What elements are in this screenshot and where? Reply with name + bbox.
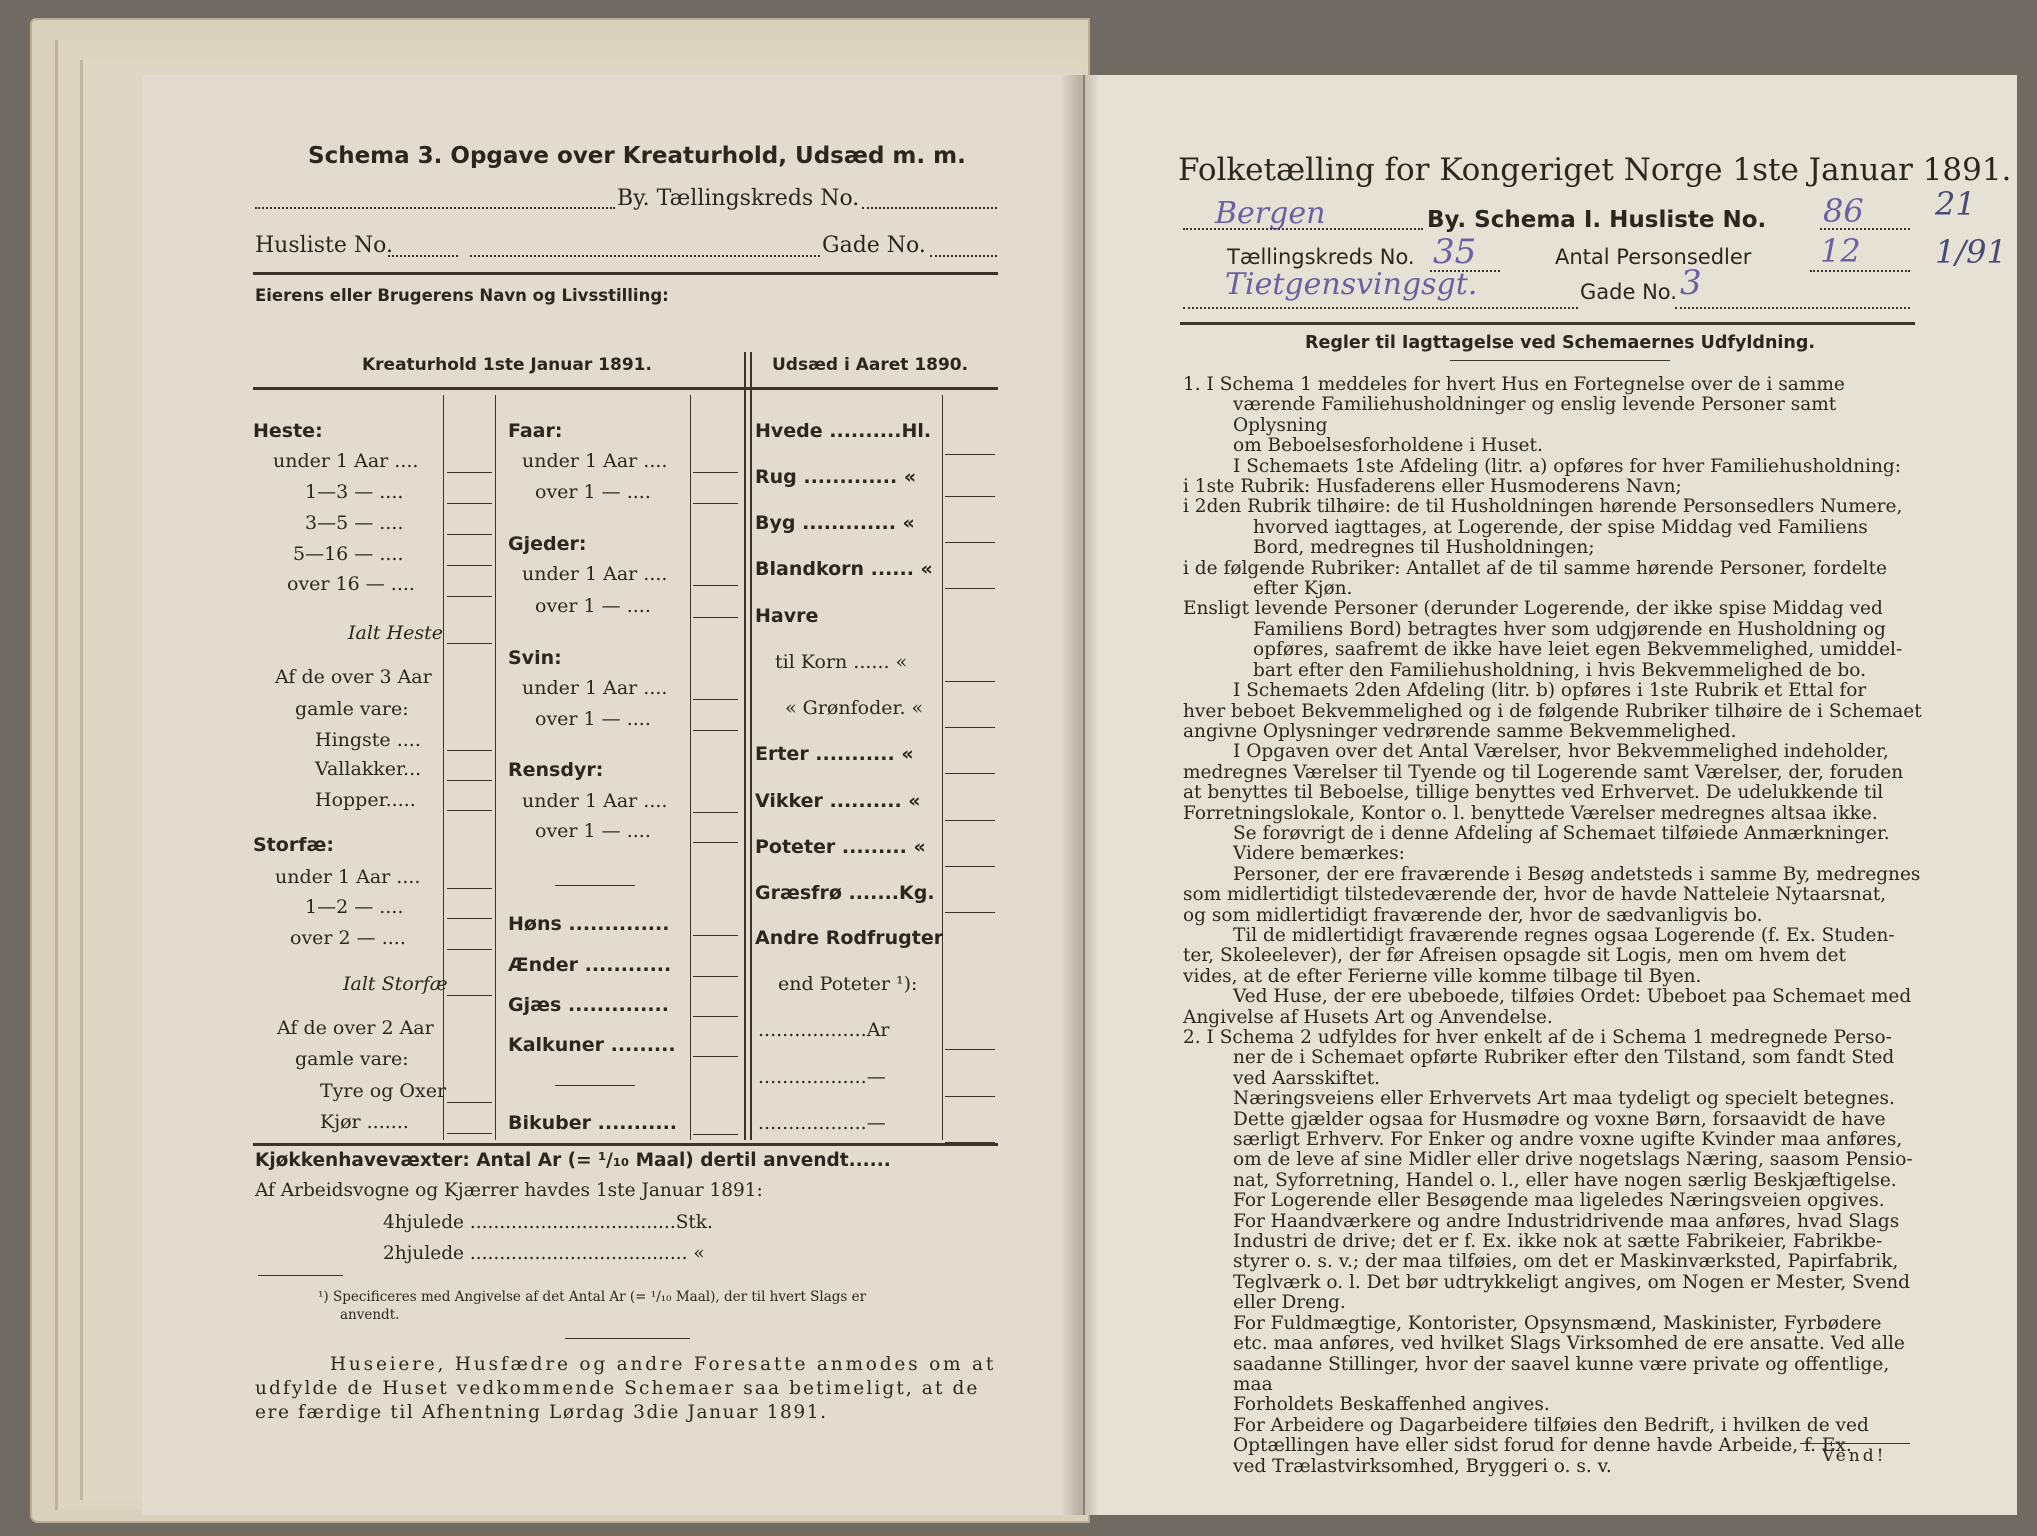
- entry-cell: [447, 780, 492, 781]
- entry-cell: [693, 1016, 738, 1017]
- regler-heading: Regler til Iagttagelse ved Schemaernes Udfyldning.: [1305, 333, 1816, 353]
- short-rule: [258, 1275, 343, 1276]
- entry-cell: [945, 866, 995, 867]
- udsaed-row: Vikker .......... «: [755, 790, 921, 812]
- udsaed-row: til Korn ...... «: [775, 651, 908, 673]
- rule-line: Dette gjælder ogsaa for Husmødre og voxne Børn, forsaavidt de have: [1233, 1108, 1886, 1130]
- schema1-line: By. Schema I. Husliste No.: [1427, 207, 1767, 233]
- vend-label: Vend!: [1822, 1446, 1887, 1466]
- rule-line: at benyttes til Beboelse, tillige benyttes ved Erhvervet. De udelukkende til: [1183, 782, 1884, 804]
- entry-cell: [945, 454, 995, 455]
- rule-line: som midlertidigt tilstedeværende der, hvor de havde Natteleie Nytaarsnat,: [1183, 884, 1887, 906]
- entry-cell: [945, 773, 995, 774]
- handwritten-margin: 1/91: [1935, 233, 2007, 271]
- rule-line: og som midlertidigt fraværende der, hvor de sædvanligvis bo.: [1183, 904, 1763, 926]
- rule-line: For Fuldmægtige, Kontorister, Opsynsmænd, Maskinister, Fyrbødere: [1233, 1312, 1882, 1334]
- row-label: over 1 — ....: [535, 820, 651, 842]
- rule-line: om de leve af sine Midler eller drive nogetslags Næring, saasom Pensio-: [1233, 1149, 1913, 1171]
- row-label: over 1 — ....: [535, 595, 651, 617]
- entry-cell: [447, 810, 492, 811]
- dotted-line: [1183, 307, 1578, 309]
- rule-line: Videre bemærkes:: [1233, 843, 1405, 865]
- row-label: 3—5 — ....: [305, 512, 404, 534]
- table-top-rule: [253, 387, 998, 390]
- row-label: over 1 — ....: [535, 708, 651, 730]
- row-label: Kjør .......: [320, 1111, 409, 1133]
- dotted-line: [388, 255, 458, 257]
- entry-cell: [693, 842, 738, 843]
- row-label: over 16 — ....: [287, 573, 415, 595]
- udsaed-row: Rug ............. «: [755, 466, 917, 488]
- rule-line: hver beboet Bekvemmelighed og i de følgende Rubriker tilhøire de i Schemaet: [1183, 700, 1922, 722]
- gade-label: Gade No.: [822, 233, 926, 258]
- heste-label: Heste:: [253, 420, 323, 442]
- row-label: gamle vare:: [295, 698, 409, 720]
- udsaed-row: « Grønfoder. «: [785, 697, 924, 719]
- rule-line: I Opgaven over det Antal Værelser, hvor Bekvemmelighed indeholder,: [1233, 741, 1889, 763]
- udsaed-row: Blandkorn ...... «: [755, 558, 933, 580]
- row-label: under 1 Aar ....: [273, 450, 419, 472]
- kjokken-text: Kjøkkenhavevæxter: Antal Ar (= ¹/₁₀ Maal) dertil anvendt......: [255, 1150, 891, 1171]
- row-label: under 1 Aar ....: [275, 866, 421, 888]
- entry-cell: [693, 472, 738, 473]
- rule-line: I Schemaets 1ste Afdeling (litr. a) opføres for hver Familiehusholdning:: [1233, 455, 1901, 477]
- column-divider: [750, 352, 752, 1140]
- husliste-label: Husliste No.: [255, 233, 393, 258]
- separator: [1180, 322, 1915, 325]
- row-label: Hopper.....: [315, 789, 416, 811]
- udsaed-heading: Udsæd i Aaret 1890.: [772, 355, 969, 375]
- short-rule: [1800, 1443, 1910, 1444]
- row-label: Ialt Storfæ: [343, 973, 448, 995]
- entry-cell: [693, 1134, 738, 1135]
- entry-cell: [447, 888, 492, 889]
- udsaed-row: Græsfrø .......Kg.: [755, 882, 935, 904]
- rule-line: eller Dreng.: [1233, 1292, 1346, 1314]
- row-label: Tyre og Oxer: [320, 1080, 447, 1102]
- aender-label: Ænder ............: [508, 954, 672, 976]
- column-divider: [744, 352, 746, 1140]
- rule-line: ved Aarsskiftet.: [1233, 1067, 1381, 1089]
- udsaed-row: Havre: [755, 605, 819, 627]
- entry-cell: [945, 496, 995, 497]
- row-label: Vallakker...: [315, 758, 422, 780]
- rule-line: medregnes Værelser til Tyende og til Logerende samt Værelser, der, foruden: [1183, 761, 1904, 783]
- rule-line: For Logerende eller Besøgende maa ligeledes Næringsveien opgives.: [1233, 1190, 1885, 1212]
- rule-line: opføres, saafremt de ikke have leiet egen Bekvemmelighed, umiddel-: [1253, 639, 1903, 661]
- bottom-note: ere færdige til Afhentning Lørdag 3die Januar 1891.: [255, 1402, 828, 1423]
- bikuber-label: Bikuber ...........: [508, 1112, 678, 1134]
- gjaes-label: Gjæs ..............: [508, 994, 669, 1016]
- entry-cell: [447, 918, 492, 919]
- rule-line: 2. I Schema 2 udfyldes for hver enkelt af de i Schema 1 medregnede Perso-: [1183, 1027, 1892, 1048]
- census-title: Folketælling for Kongeriget Norge 1ste Januar 1891.: [1178, 152, 2012, 188]
- entry-cell: [693, 585, 738, 586]
- rule-line: I Schemaets 2den Afdeling (litr. b) opføres i 1ste Rubrik et Ettal for: [1233, 680, 1867, 702]
- row-label: over 2 — ....: [290, 927, 406, 949]
- short-rule: [1450, 360, 1670, 361]
- row-label: gamle vare:: [295, 1048, 409, 1070]
- rule-line: For Arbeidere og Dagarbeidere tilføies den Bedrift, i hvilken de ved: [1233, 1414, 1869, 1436]
- separator: [253, 272, 998, 275]
- bottom-note: udfylde de Huset vedkommende Schemaer saa betimeligt, at de: [255, 1378, 980, 1399]
- dotted-line: [862, 207, 997, 209]
- entry-cell: [447, 503, 492, 504]
- rule-line: Teglværk o. l. Det bør udtrykkeligt angives, om Nogen er Mester, Svend: [1233, 1271, 1910, 1293]
- dotted-line: [1810, 270, 1910, 272]
- bottom-note: Huseiere, Husfædre og andre Foresatte anmodes om at: [330, 1354, 997, 1375]
- svin-label: Svin:: [508, 647, 562, 669]
- rule-line: Bord, medregnes til Husholdningen;: [1253, 537, 1595, 559]
- footnote: anvendt.: [340, 1307, 400, 1323]
- udsaed-row: Byg ............. «: [755, 512, 915, 534]
- udsaed-row: end Poteter ¹):: [778, 973, 918, 995]
- rensdyr-label: Rensdyr:: [508, 759, 604, 781]
- rule-line: ner de i Schemaet opførte Rubriker efter den Tilstand, som fandt Sted: [1233, 1047, 1895, 1069]
- column-divider: [443, 395, 444, 1140]
- table-bottom-rule: [253, 1143, 998, 1146]
- rule-line: Forretningslokale, Kontor o. l. benyttede Værelser medregnes altsaa ikke.: [1183, 802, 1878, 824]
- column-divider: [942, 395, 943, 1140]
- rule-line: bart efter den Familiehusholdning, i hvis Bekvemmelighed de bo.: [1253, 659, 1866, 681]
- udsaed-row: ..................—: [758, 1066, 886, 1088]
- rule-line: om Beboelsesforholdene i Huset.: [1233, 435, 1543, 457]
- faar-label: Faar:: [508, 420, 563, 442]
- rule-line: vides, at de efter Ferierne ville komme tilbage til Byen.: [1183, 965, 1702, 987]
- entry-cell: [447, 1102, 492, 1103]
- entry-cell: [693, 1056, 738, 1057]
- row-label: Af de over 3 Aar: [275, 666, 432, 688]
- entry-cell: [693, 812, 738, 813]
- rule-line: angivne Oplysninger vedrørende samme Bekvemmelighed.: [1183, 720, 1737, 742]
- footnote: ¹) Specificeres med Angivelse af det Antal Ar (= ¹/₁₀ Maal), der til hvert Slags er: [318, 1289, 867, 1305]
- rules-body: [1183, 375, 1923, 1477]
- udsaed-row: ..................—: [758, 1112, 886, 1134]
- entry-cell: [945, 681, 995, 682]
- dotted-line: [1675, 307, 1910, 309]
- column-divider: [690, 395, 691, 1140]
- rule-line: Optællingen have eller sidst forud for denne havde Arbeide, f. Ex.: [1233, 1435, 1852, 1457]
- entry-cell: [447, 949, 492, 950]
- dotted-line: [1183, 228, 1423, 230]
- book-gutter: [1060, 75, 1100, 1515]
- rule-line: styrer o. s. v.; der maa tilføies, om det er Maskinværksted, Papirfabrik,: [1233, 1251, 1899, 1273]
- entry-cell: [945, 1049, 995, 1050]
- entry-cell: [945, 820, 995, 821]
- handwritten-kreds: 35: [1433, 232, 1477, 272]
- antal-label: Antal Personsedler: [1555, 245, 1752, 269]
- dotted-line: [255, 207, 615, 209]
- short-rule: [555, 1085, 635, 1086]
- rule-line: i 2den Rubrik tilhøire: de til Husholdningen hørende Personsedlers Numere,: [1183, 496, 1903, 518]
- udsaed-row: Hvede ..........Hl.: [755, 420, 932, 442]
- entry-cell: [693, 935, 738, 936]
- entry-cell: [945, 542, 995, 543]
- rule-line: særligt Erhverv. For Enker og andre voxne ugifte Kvinder maa anføres,: [1233, 1129, 1903, 1151]
- kjokken-line: [255, 1150, 891, 1171]
- row-label: over 1 — ....: [535, 481, 651, 503]
- entry-cell: [693, 730, 738, 731]
- gjeder-label: Gjeder:: [508, 533, 587, 555]
- schema3-title: Schema 3. Opgave over Kreaturhold, Udsæd m. m.: [308, 143, 966, 169]
- arbeids-line: Af Arbeidsvogne og Kjærrer havdes 1ste Januar 1891:: [255, 1180, 763, 1201]
- row-label: 1—2 — ....: [305, 896, 404, 918]
- rule-line: Forholdets Beskaffenhed angives.: [1233, 1394, 1550, 1416]
- entry-cell: [447, 596, 492, 597]
- entry-cell: [693, 617, 738, 618]
- row-label: under 1 Aar ....: [522, 563, 668, 585]
- rule-line: nat, Syforretning, Handel o. l., eller have nogen særlig Beskjæftigelse.: [1233, 1169, 1897, 1191]
- rule-line: hvorved iagttages, at Logerende, der spise Middag ved Familiens: [1253, 516, 1868, 538]
- rule-line: ter, Skoleelever), der før Afreisen opsagde sit Logis, men om hvem det: [1183, 945, 1846, 967]
- rule-line: Se forøvrigt de i denne Afdeling af Schemaet tilføiede Anmærkninger.: [1233, 822, 1890, 844]
- row-label: 5—16 — ....: [293, 543, 404, 565]
- by-line: By. Tællingskreds No.: [617, 186, 860, 211]
- hons-label: Høns ..............: [508, 913, 670, 935]
- entry-cell: [447, 1133, 492, 1134]
- entry-cell: [693, 503, 738, 504]
- kreatur-heading: Kreaturhold 1ste Januar 1891.: [362, 355, 652, 375]
- dotted-line: [470, 255, 820, 257]
- udsaed-row: Andre Rodfrugter: [755, 927, 944, 949]
- rule-line: Næringsveiens eller Erhvervets Art maa tydeligt og specielt betegnes.: [1233, 1088, 1895, 1110]
- rule-line: Personer, der ere fraværende i Besøg andetsteds i samme By, medregnes: [1233, 863, 1921, 885]
- entry-cell: [945, 588, 995, 589]
- handwritten-city: Bergen: [1215, 196, 1326, 231]
- rule-line: i 1ste Rubrik: Husfaderens eller Husmoderens Navn;: [1183, 476, 1682, 498]
- handwritten-gade-no: 3: [1680, 263, 1702, 303]
- entry-cell: [447, 643, 492, 644]
- rule-line: Ved Huse, der ere ubeboede, tilføies Ordet: Ubeboet paa Schemaet med: [1233, 986, 1912, 1008]
- rule-line: Industri de drive; det er f. Ex. ikke nok at sætte Fabrikeier, Fabrikbe-: [1233, 1231, 1883, 1253]
- rule-line: Ensligt levende Personer (derunder Logerende, der ikke spise Middag ved: [1183, 598, 1883, 620]
- kreds-label: Tællingskreds No.: [1227, 245, 1415, 269]
- rule-line: værende Familiehusholdninger og enslig levende Personer samt Oplysning: [1233, 394, 1837, 436]
- row-label: Hingste ....: [315, 729, 421, 751]
- rule-line: 1. I Schema 1 meddeles for hvert Hus en Fortegnelse over de i samme: [1183, 374, 1845, 395]
- udsaed-row: ..................Ar: [758, 1019, 890, 1041]
- rule-line: efter Kjøn.: [1253, 578, 1353, 600]
- udsaed-row: Poteter ......... «: [755, 836, 926, 858]
- short-rule: [565, 1338, 690, 1339]
- row-label: under 1 Aar ....: [522, 677, 668, 699]
- entry-cell: [447, 565, 492, 566]
- storfae-label: Storfæ:: [253, 834, 334, 856]
- rule-line: For Haandværkere og andre Industridrivende maa anføres, hvad Slags: [1233, 1210, 1900, 1232]
- column-divider: [495, 395, 496, 1140]
- handwritten-street: Tietgensvingsgt.: [1225, 267, 1478, 302]
- entry-cell: [447, 750, 492, 751]
- rule-line: ved Trælastvirksomhed, Bryggeri o. s. v.: [1233, 1455, 1612, 1477]
- row-label: 1—3 — ....: [305, 481, 404, 503]
- rule-line: saadanne Stillinger, hvor der saavel kunne være private og offentlige, maa: [1233, 1353, 1890, 1395]
- handwritten-husliste: 86: [1823, 192, 1864, 230]
- rule-line: etc. maa anføres, ved hvilket Slags Virksomhed de ere ansatte. Ved alle: [1233, 1333, 1905, 1355]
- row-label: under 1 Aar ....: [522, 790, 668, 812]
- entry-cell: [693, 976, 738, 977]
- rule-line: Til de midlertidigt fraværende regnes ogsaa Logerende (f. Ex. Studen-: [1233, 924, 1895, 946]
- entry-cell: [447, 534, 492, 535]
- short-rule: [555, 885, 635, 886]
- udsaed-row: Erter ........... «: [755, 743, 914, 765]
- row-label: Af de over 2 Aar: [277, 1017, 434, 1039]
- row-label: under 1 Aar ....: [522, 450, 668, 472]
- eier-label: Eierens eller Brugerens Navn og Livsstilling:: [255, 286, 669, 305]
- rule-line: Angivelse af Husets Art og Anvendelse.: [1183, 1006, 1553, 1028]
- rule-line: i de følgende Rubriker: Antallet af de til samme hørende Personer, fordelte: [1183, 557, 1887, 579]
- entry-cell: [447, 995, 492, 996]
- entry-cell: [447, 472, 492, 473]
- row-label: Ialt Heste: [348, 622, 444, 644]
- handwritten-antal: 12: [1820, 232, 1861, 270]
- dotted-line: [930, 255, 997, 257]
- handwritten-margin: 21: [1935, 185, 1976, 223]
- entry-cell: [693, 699, 738, 700]
- rule-line: Familiens Bord) betragtes hver som udgjørende en Husholdning og: [1253, 618, 1886, 640]
- entry-cell: [945, 727, 995, 728]
- kalkuner-label: Kalkuner .........: [508, 1034, 676, 1056]
- entry-cell: [945, 912, 995, 913]
- hjul2-line: 2hjulede ..................................... «: [383, 1243, 705, 1264]
- entry-cell: [945, 1096, 995, 1097]
- dotted-line: [1820, 228, 1910, 230]
- hjul4-line: 4hjulede ...................................Stk.: [383, 1212, 713, 1233]
- gade-label: Gade No.: [1580, 280, 1677, 304]
